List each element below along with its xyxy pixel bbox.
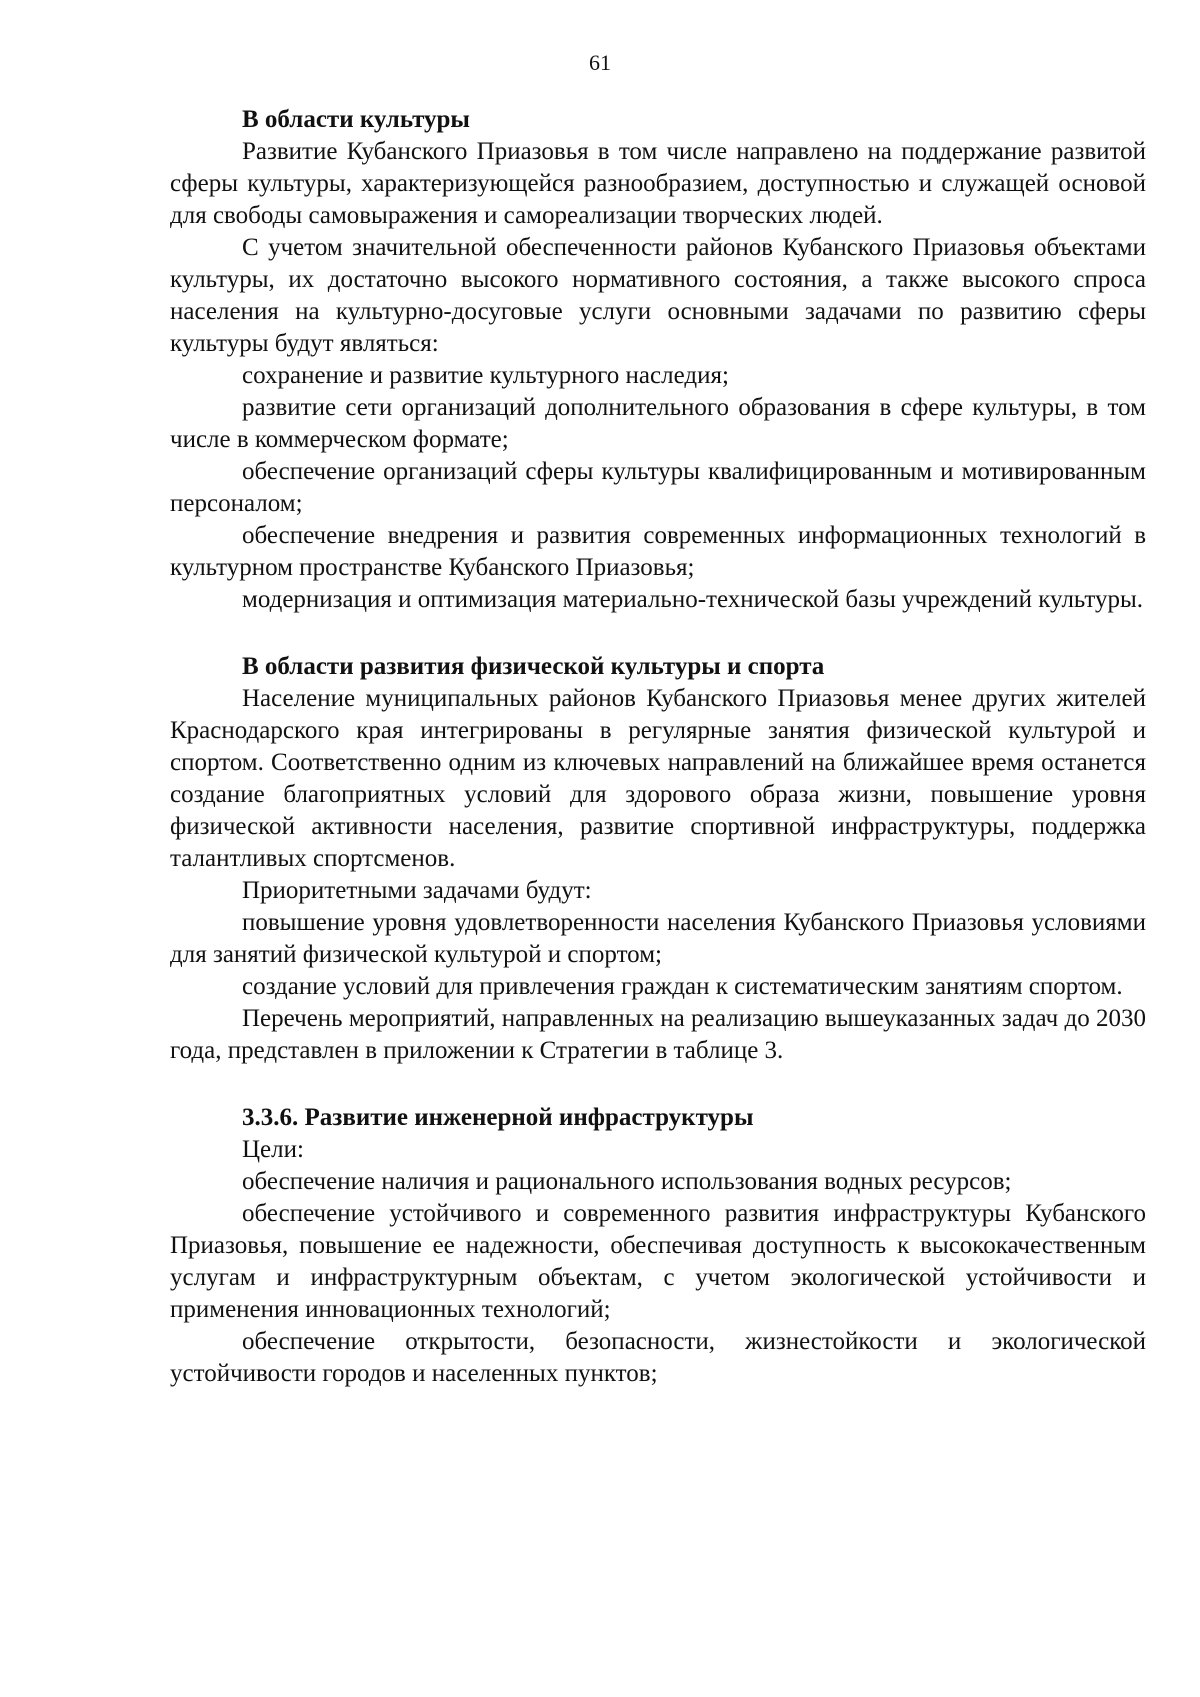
list-item: обеспечение организаций сферы культуры квалифицированным и мотивированным персоналом;: [170, 458, 1146, 517]
paragraph: Население муниципальных районов Кубанского Приазовья менее других жителей Краснодарского края интегрированы в регулярные занятия физической культурой и спортом. Соответственно одним из ключевых направлений на ближайшее время останется создание благоприятных условий для здорового образа жизни, повышение уровня физической активности населения, развитие спортивной инфраструктуры, поддержка талантливых спортсменов.: [170, 685, 1146, 872]
page-number: 61: [589, 50, 611, 75]
section-heading-engineering: 3.3.6. Развитие инженерной инфраструктуры: [242, 1104, 754, 1131]
paragraph: Развитие Кубанского Приазовья в том числе направлено на поддержание развитой сферы культуры, характеризующейся разнообразием, доступностью и служащей основой для свободы самовыражения и самореализации творческих людей.: [170, 138, 1146, 229]
page-body: [170, 104, 1146, 1390]
list-item: модернизация и оптимизация материально-технической базы учреждений культуры.: [242, 586, 1144, 613]
section-heading-culture: В области культуры: [242, 106, 470, 133]
list-item: создание условий для привлечения граждан к систематическим занятиям спортом.: [242, 973, 1123, 1000]
paragraph: Приоритетными задачами будут:: [242, 877, 592, 904]
list-item: обеспечение внедрения и развития современных информационных технологий в культурном пространстве Кубанского Приазовья;: [170, 522, 1146, 581]
section-spacer: [170, 1067, 1146, 1102]
section-spacer: [170, 616, 1146, 651]
list-item: обеспечение наличия и рационального использования водных ресурсов;: [242, 1168, 1012, 1195]
list-item: сохранение и развитие культурного наследия;: [242, 362, 729, 389]
list-item: развитие сети организаций дополнительного образования в сфере культуры, в том числе в коммерческом формате;: [170, 394, 1146, 453]
goals-label: Цели:: [242, 1136, 304, 1163]
list-item: обеспечение открытости, безопасности, жизнестойкости и экологической устойчивости городов и населенных пунктов;: [170, 1328, 1146, 1387]
list-item: обеспечение устойчивого и современного развития инфраструктуры Кубанского Приазовья, повышение ее надежности, обеспечивая доступность к высококачественным услугам и инфраструктурным объектам, с учетом экологической устойчивости и применения инновационных технологий;: [170, 1200, 1146, 1323]
paragraph: Перечень мероприятий, направленных на реализацию вышеуказанных задач до 2030 года, представлен в приложении к Стратегии в таблице 3.: [170, 1005, 1146, 1064]
list-item: повышение уровня удовлетворенности населения Кубанского Приазовья условиями для занятий физической культурой и спортом;: [170, 909, 1146, 968]
section-heading-sport: В области развития физической культуры и спорта: [242, 653, 825, 680]
paragraph: С учетом значительной обеспеченности районов Кубанского Приазовья объектами культуры, их достаточно высокого нормативного состояния, а также высокого спроса населения на культурно-досуговые услуги основными задачами по развитию сферы культуры будут являться:: [170, 234, 1146, 357]
